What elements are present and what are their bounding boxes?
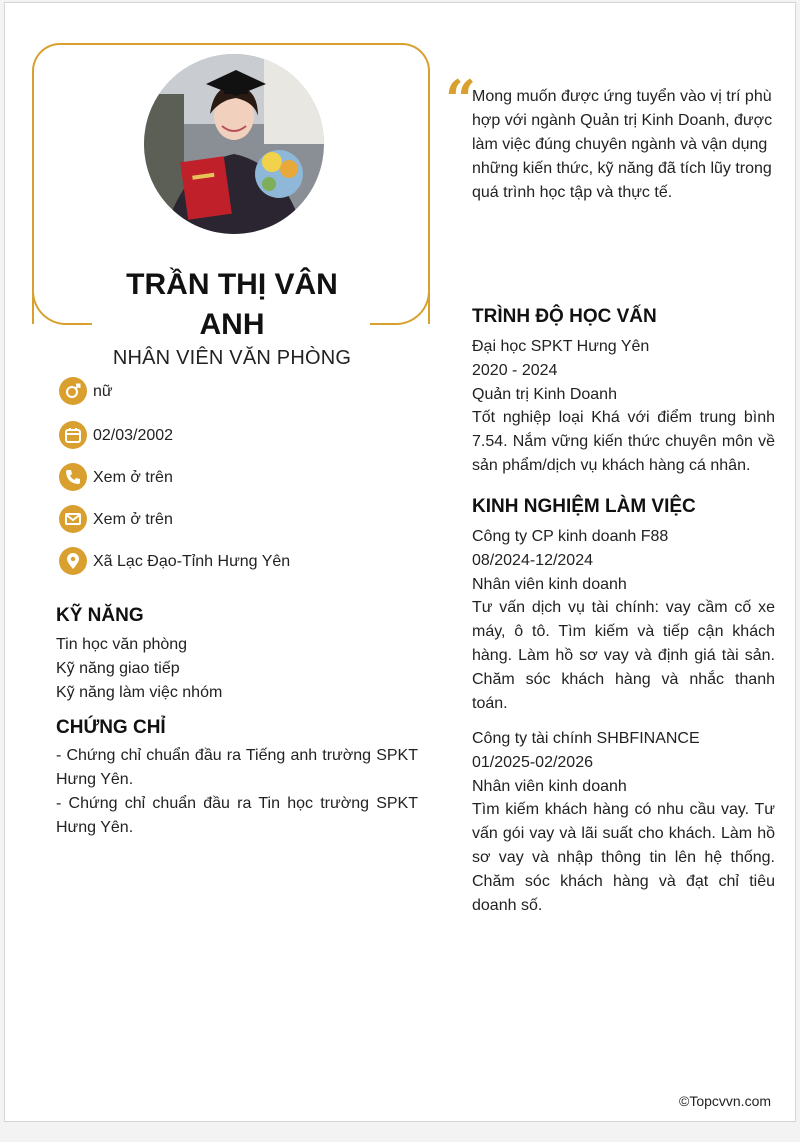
education-description: Tốt nghiệp loại Khá với điểm trung bình 7.54. Nắm vững kiến thức chuyên môn về sản phẩm/dịch vụ khách hàng cá nhân. bbox=[472, 409, 775, 474]
experience-title: KINH NGHIỆM LÀM VIỆC bbox=[472, 496, 696, 517]
contact-email bbox=[59, 505, 419, 535]
job-title: NHÂN VIÊN VĂN PHÒNG bbox=[112, 347, 352, 369]
quote-icon: “ bbox=[445, 68, 477, 132]
contact-birthday bbox=[59, 421, 419, 451]
contact-address-value: Xã Lạc Đạo-Tỉnh Hưng Yên bbox=[93, 553, 291, 570]
gender-icon bbox=[59, 377, 87, 405]
phone-icon bbox=[59, 463, 87, 491]
job-company: Công ty CP kinh doanh F88 bbox=[472, 528, 669, 545]
skill-item: Kỹ năng làm việc nhóm bbox=[56, 684, 223, 701]
job-period: 08/2024-12/2024 bbox=[472, 552, 593, 569]
contact-email-value: Xem ở trên bbox=[93, 511, 173, 528]
candidate-name: TRẦN THỊ VÂN ANH bbox=[126, 268, 338, 341]
education-title: TRÌNH ĐỘ HỌC VẤN bbox=[472, 306, 657, 327]
certificate-item: - Chứng chỉ chuẩn đầu ra Tiếng anh trường SPKT Hưng Yên. bbox=[56, 747, 418, 788]
job-period: 01/2025-02/2026 bbox=[472, 754, 593, 771]
contact-phone-value: Xem ở trên bbox=[93, 469, 173, 486]
skill-item: Tin học văn phòng bbox=[56, 636, 188, 653]
job-company: Công ty tài chính SHBFINANCE bbox=[472, 730, 700, 747]
email-icon bbox=[59, 505, 87, 533]
calendar-icon bbox=[59, 421, 87, 449]
cv-page bbox=[4, 2, 796, 1122]
career-objective: Mong muốn được ứng tuyển vào vị trí phù hợp với ngành Quản trị Kinh Doanh, được làm việc đúng chuyên ngành và vận dụng những kiến thức, kỹ năng đã tích lũy trong quá trình học tập và thực tế. bbox=[472, 88, 773, 201]
job-description: Tư vấn dịch vụ tài chính: vay cầm cố xe máy, ô tô. Tìm kiếm và tiếp cận khách hàng. Làm hồ sơ vay và định giá tài sản. Chăm sóc khách hàng và nhắc thanh toán. bbox=[472, 599, 775, 712]
location-icon bbox=[59, 547, 87, 575]
education-school: Đại học SPKT Hưng Yên bbox=[472, 338, 650, 355]
job-description: Tìm kiếm khách hàng có nhu cầu vay. Tư vấn gói vay và lãi suất cho khách. Làm hồ sơ vay và nhập thông tin lên hệ thống. Chăm sóc khách hàng và đạt chỉ tiêu doanh số. bbox=[472, 801, 775, 914]
avatar bbox=[144, 54, 324, 234]
contact-gender bbox=[59, 377, 419, 407]
education-period: 2020 - 2024 bbox=[472, 362, 558, 379]
education-major: Quản trị Kinh Doanh bbox=[472, 386, 617, 403]
skill-item: Kỹ năng giao tiếp bbox=[56, 660, 180, 677]
contact-address bbox=[59, 547, 419, 577]
contact-birthday-value: 02/03/2002 bbox=[93, 427, 174, 444]
job-position: Nhân viên kinh doanh bbox=[472, 778, 627, 795]
certificate-item: - Chứng chỉ chuẩn đầu ra Tin học trường SPKT Hưng Yên. bbox=[56, 795, 418, 836]
contact-gender-value: nữ bbox=[93, 383, 113, 400]
job-position: Nhân viên kinh doanh bbox=[472, 576, 627, 593]
skills-title: KỸ NĂNG bbox=[56, 605, 144, 626]
contact-phone bbox=[59, 463, 419, 493]
certificates-title: CHỨNG CHỈ bbox=[56, 717, 166, 738]
avatar-photo bbox=[144, 54, 324, 234]
copyright: ©Topcvvn.com bbox=[679, 1093, 772, 1109]
